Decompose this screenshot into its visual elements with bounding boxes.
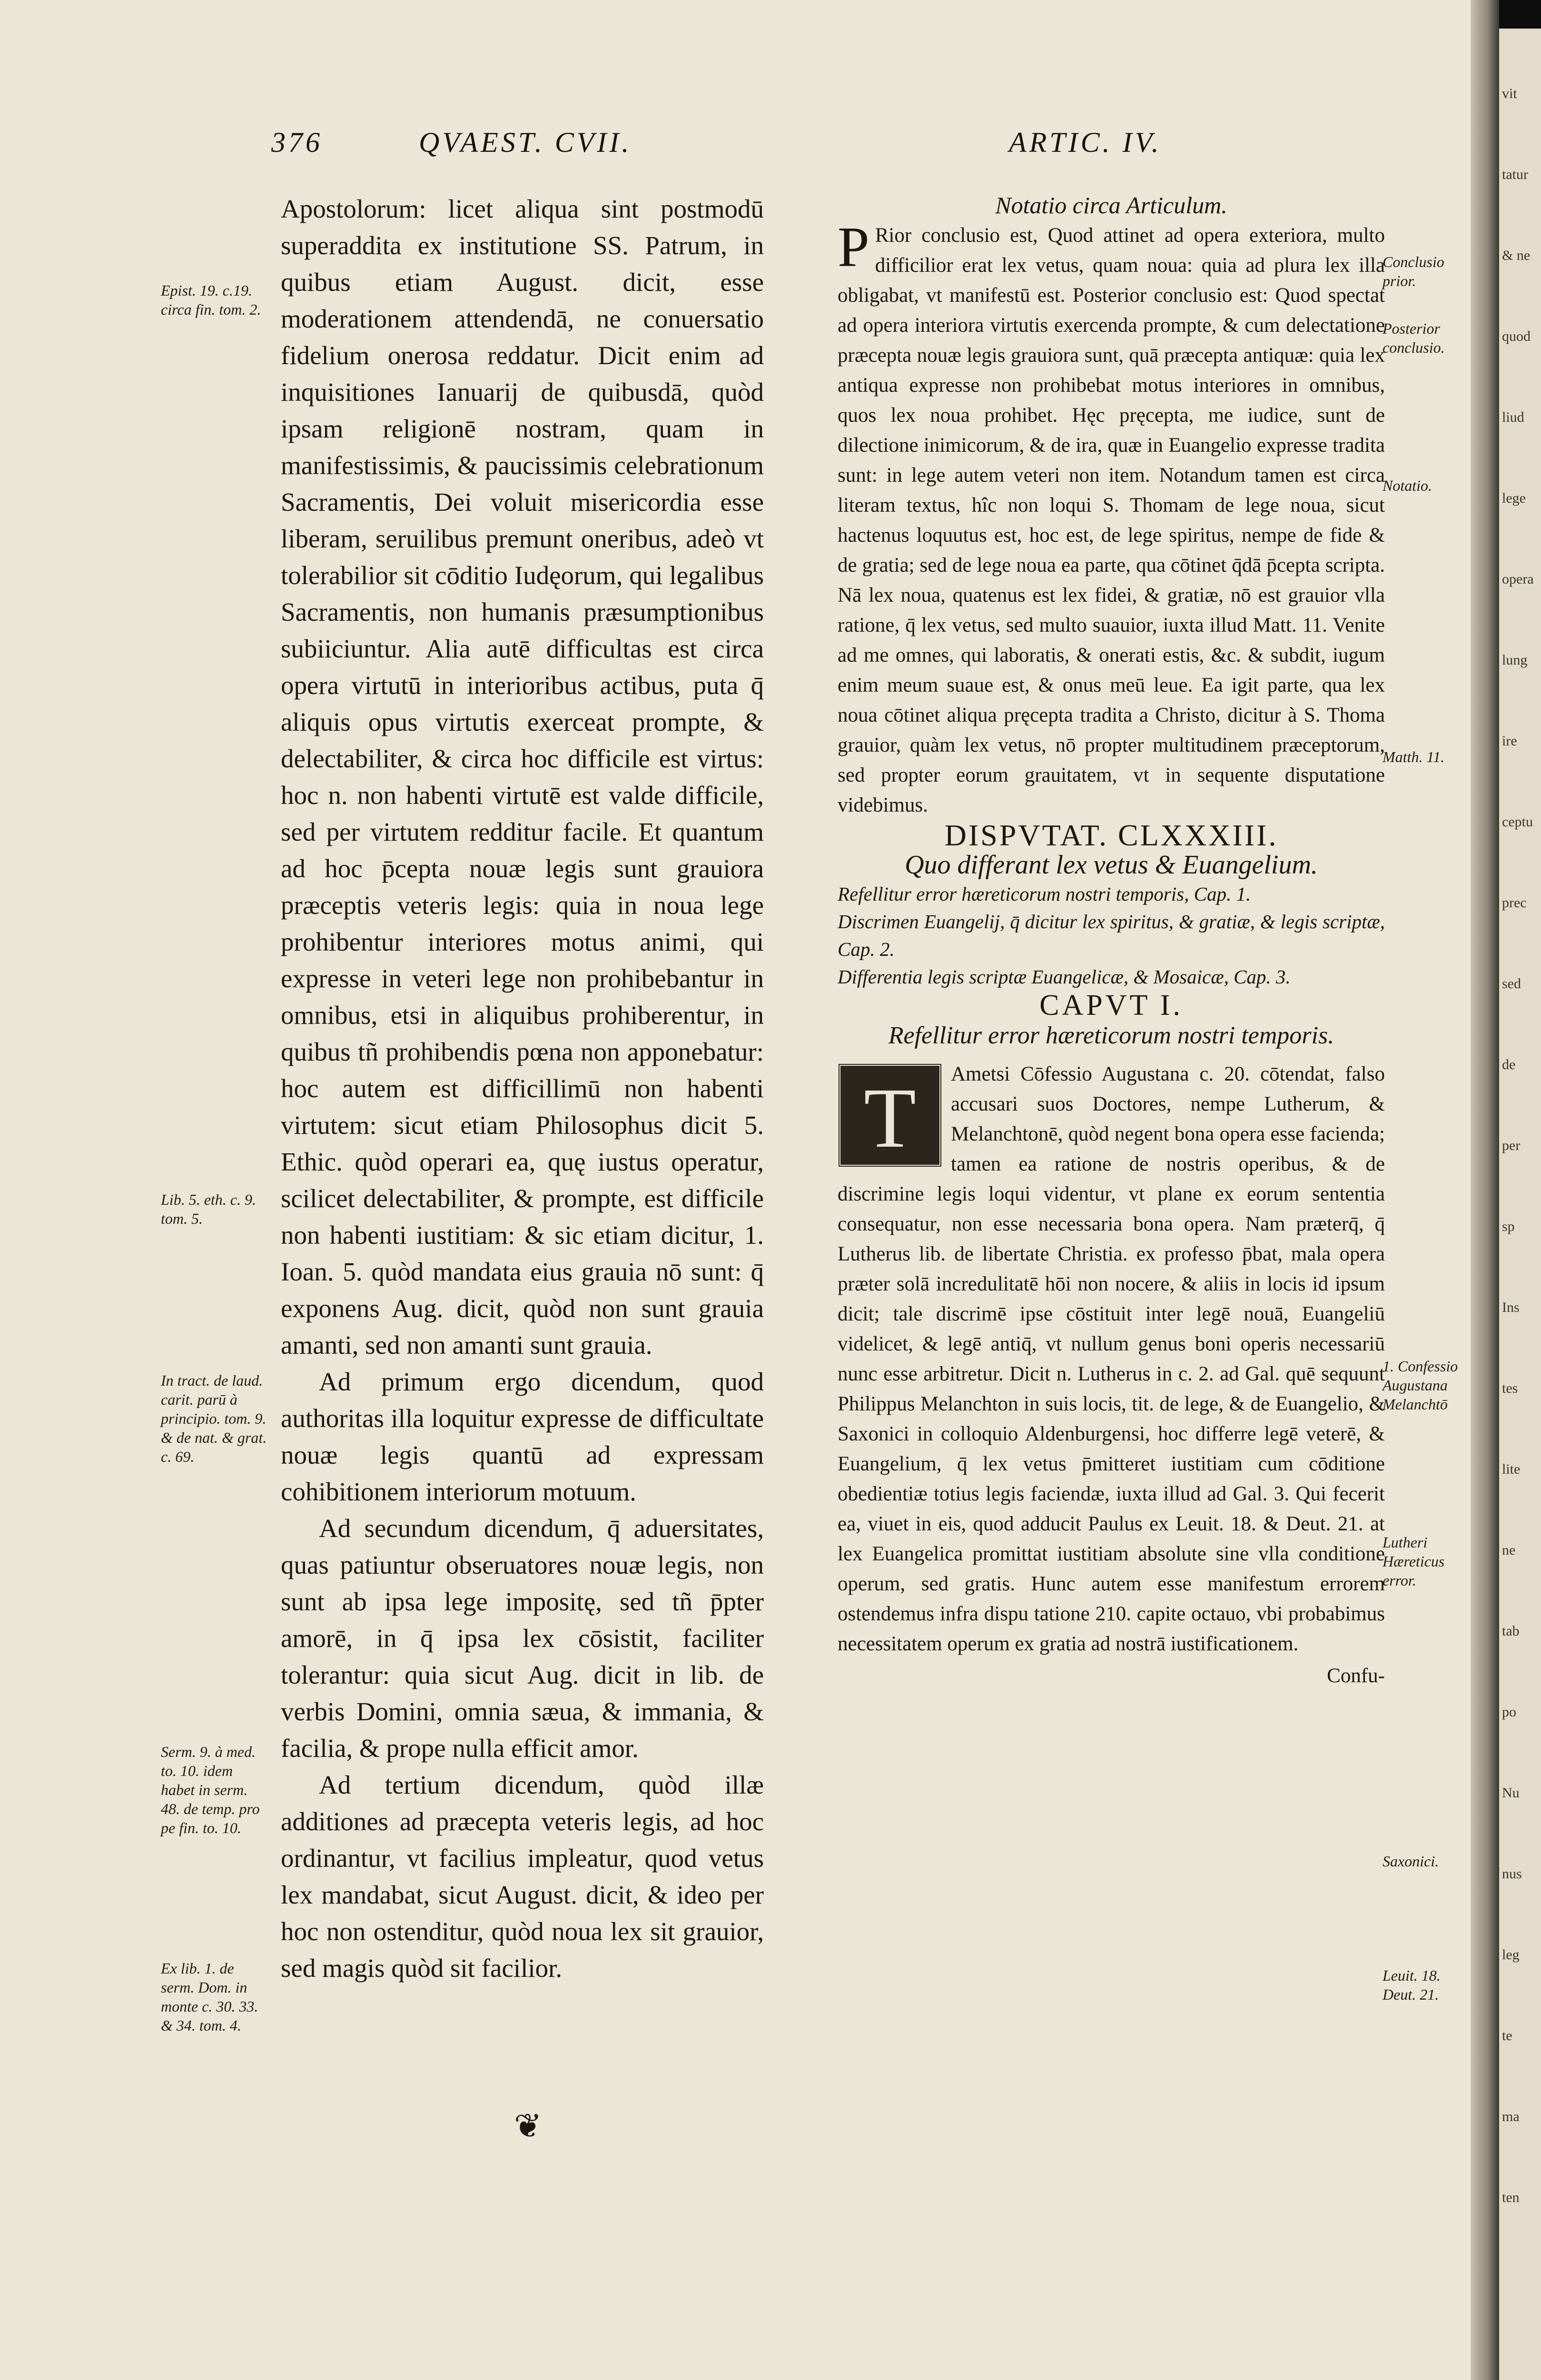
decorated-initial: T — [838, 1063, 942, 1168]
margin-note: Lib. 5. eth. c. 9. tom. 5. — [161, 1191, 256, 1227]
toc-entry: Differentia legis scriptæ Euangelicæ, & Mosaicæ, Cap. 3. — [838, 966, 1291, 988]
toc-entry: Discrimen Euangelij, q̄ dicitur lex spiritus, & gratiæ, & legis scriptæ, Cap. 2. — [838, 911, 1385, 960]
adjacent-page-fragment: te — [1502, 2028, 1512, 2043]
adjacent-page-fragment: lite — [1502, 1461, 1521, 1477]
adjacent-page-fragment: ceptu — [1502, 814, 1533, 830]
caput-title: Refellitur error hæreticorum nostri temporis. — [888, 1022, 1334, 1049]
adjacent-page-fragment: & ne — [1502, 248, 1531, 263]
notatio-title: Notatio circa Articulum. — [995, 192, 1227, 218]
adjacent-page-fragment: quod — [1502, 328, 1531, 344]
adjacent-page-fragment: de — [1502, 1057, 1516, 1072]
adjacent-page-edge — [1499, 29, 1541, 2380]
disputatio-heading: DISPVTAT. CLXXXIII. — [944, 818, 1278, 852]
catchword: Confu- — [1327, 1665, 1385, 1687]
paragraph: Ad primum ergo dicendum, quod authoritas illa loquitur expresse de difficultate nouæ legis quantū ad expressam cohibitionem interiorum motuum. — [281, 1367, 764, 1506]
article-label: ARTIC. IV. — [1009, 127, 1162, 158]
paragraph: Ad tertium dicendum, quòd illæ additiones ad præcepta veteris legis, ad hoc ordinantur, vt facilius impleatur, quod vetus lex mandabat, sicut August. dicit, & ideo per hoc non ostenditur, quòd noua lex sit grauior, sed magis quòd sit facilior. — [281, 1770, 764, 1983]
disputatio-title: Quo differant lex vetus & Euangelium. — [905, 850, 1318, 880]
adjacent-page-fragment: nus — [1502, 1866, 1522, 1882]
margin-note: Ex lib. 1. de serm. Dom. in monte c. 30. 33. & 34. tom. 4. — [161, 1960, 258, 2034]
paragraph: Ad secundum dicendum, q̄ aduersitates, quas patiuntur obseruatores nouæ legis, non sunt ab ipsa lege impositę, sed tñ p̄pter amorē, in q̄ ipsa lex cōsistit, faciliter tolerantur: quia sicut Aug. dicit in lib. de verbis Domini, omnia sæua, & immania, & facilia, & prope nulla efficit amor. — [281, 1514, 764, 1763]
adjacent-page-fragment: ire — [1502, 733, 1517, 749]
fleuron-ornament: ❦ — [514, 2106, 542, 2145]
margin-note: 1. Confessio Augustana Melanchtō — [1383, 1358, 1458, 1413]
running-title: QVAEST. CVII. — [419, 127, 632, 158]
margin-note: Matth. 11. — [1383, 748, 1445, 765]
adjacent-page-fragment: tatur — [1502, 167, 1528, 182]
margin-note: Serm. 9. à med. to. 10. idem habet in serm. 48. de temp. pro pe fin. to. 10. — [161, 1743, 260, 1836]
adjacent-page-fragment: po — [1502, 1704, 1516, 1720]
adjacent-page-fragment: liud — [1502, 409, 1524, 425]
left-text-column — [281, 190, 764, 1986]
margin-note: Epist. 19. c.19. circa fin. tom. 2. — [161, 282, 261, 318]
page-gutter-edge — [1471, 0, 1499, 2380]
caput-heading: CAPVT I. — [1039, 989, 1183, 1021]
notatio-text: Rior conclusio est, Quod attinet ad opera exteriora, multo difficilior erat lex vetus, quam noua: quia ad plura lex illa obligabat, vt manifestū est. Posterior conclusio est: Quod spectat ad opera interiora virtutis exercenda prompte, & cum delectatione præcepta nouæ legis grauiora sunt, quā præcepta antiquæ: quia lex antiqua expresse non prohibebat motus interiores in omnibus, quos lex noua prohibet. Hęc pręcepta, me iudice, sunt de dilectione inimicorum, & de ira, quæ in Euangelio expresse tradita sunt: in lege autem veteri non item. Notandum tamen est circa literam textus, hîc non loqui S. Thomam de lege noua, sicut hactenus loquutus est, hoc est, de lege spiritus, nempe de fide & de gratia; sed de lege noua ea parte, qua cōtinet q̄dā p̄cepta scripta. Nā lex noua, quatenus est lex fidei, & gratiæ, nō est grauior vlla ratione, q̄ lex vetus, sed multo suauior, iuxta illud Matt. 11. Venite ad me omnes, qui laboratis, & onerati estis, &c. & subdit, iugum enim meum suaue est, & onus meū leue. Ea igit parte, qua lex noua cōtinet aliqua pręcepta tradita a Christo, dicitur à S. Thoma grauior, quàm lex vetus, nō propter multitudinem præceptorum, sed propter eorum grauitatem, vt in sequente disputatione videbimus. — [838, 224, 1385, 816]
adjacent-page-fragment: Nu — [1502, 1785, 1520, 1801]
adjacent-page-fragment: sed — [1502, 976, 1521, 992]
adjacent-page-fragment: tes — [1502, 1380, 1518, 1396]
adjacent-page-fragment: sp — [1502, 1219, 1515, 1234]
margin-note: Saxonici. — [1383, 1853, 1439, 1870]
margin-note: Notatio. — [1383, 477, 1432, 494]
caput-text: Ametsi Cōfessio Augustana c. 20. cōtendat, falso accusari suos Doctores, nempe Lutherum, & Melanchtonē, quòd negent bona opera esse facienda; tamen ea ratione de nostris operibus, & de discrimine legis loqui videntur, vt plane ex eorum sententia consequatur, non esse necessaria bona opera. Nam præterq̄, q̄ Lutherus lib. de libertate Christia. ex professo p̄bat, mala opera præter solā incredulitatē hōi non nocere, & aliis in locis id ipsum dicit; tale discrimē ipse cōstituit inter legē nouā, Euangeliū videlicet, & legē antiq̄, vt nullum genus boni operis necessariū nunc esse arbitretur. Dicit n. Lutherus in c. 2. ad Gal. quē sequunt Philippus Melanchton in suis locis, tit. de lege, & de Euangelio, & Saxonici in colloquio Aldenburgensi, hoc differre legē veterē, & Euangelium, q̄ lex vetus p̄mitteret iustitiam cum cōditione obedientiæ totius legis faciendæ, iuxta illud ad Gal. 3. Qui fecerit ea, viuet in eis, quod adducit Paulus ex Leuit. 18. & Deut. 21. at lex Euangelica promittat iustitiam absolute sine vlla conditione operum, sed gratis. Hunc autem esse manifestum errorem ostendemus infra dispu tatione 210. capite octauo, vbi probabimus necessitatem operum ex gratia ad nostrā iustificationem. — [838, 1063, 1385, 1655]
adjacent-page-fragment: ten — [1502, 2190, 1520, 2205]
adjacent-page-fragment: tab — [1502, 1623, 1520, 1639]
adjacent-page-fragment: opera — [1502, 571, 1534, 587]
margin-note: Leuit. 18. Deut. 21. — [1383, 1967, 1441, 2003]
adjacent-page-fragment: vit — [1502, 86, 1517, 101]
adjacent-page-fragment: lung — [1502, 652, 1528, 668]
paragraph: Apostolorum: licet aliqua sint postmodū superaddita ex institutione SS. Patrum, in quibus etiam August. dicit, esse moderationem attendendā, ne conuersatio fidelium onerosa reddatur. Dicit enim ad inquisitiones Ianuarij de quibusdā, quòd ipsam religionē nostram, quam in manifestissimis, & paucissimis celebrationum Sacramentis, Dei voluit misericordia esse liberam, seruilibus premunt oneribus, adeò vt tolerabilior sit cōditio Iudęorum, qui legalibus Sacramentis, non humanis præsumptionibus subiiciuntur. Alia autē difficultas est circa opera virtutū in interioribus actibus, puta q̄ aliquis opus virtutis exerceat prompte, & delectabiliter, & circa hoc difficile est virtus: hoc n. non habenti virtutē est valde difficile, sed per virtutem redditur facile. Et quantum ad hoc p̄cepta nouæ legis sunt grauiora præceptis veteris legis: quia in noua lege prohibentur interiores motus animi, qui expresse in veteri lege non prohibebantur in omnibus, etsi in aliquibus prohiberentur, in quibus tñ prohibendis pœna non apponebatur: hoc autem est difficillimū non habenti virtutem: sicut etiam Philosophus dicit 5. Ethic. quòd operari ea, quę iustus operatur, scilicet delectabiliter, & prompte, est difficile non habenti iustitiam: & sic etiam dicitur, 1. Ioan. 5. quòd mandata eius grauia nō sunt: q̄ exponens Aug. dicit, quòd non sunt grauia amanti, sed non amanti sunt grauia. — [281, 194, 764, 1359]
toc-entry: Refellitur error hæreticorum nostri temporis, Cap. 1. — [838, 883, 1251, 905]
margin-note: In tract. de laud. carit. parū à principio. tom. 9. & de nat. & grat. c. 69. — [161, 1372, 267, 1465]
adjacent-page-fragment: ma — [1502, 2109, 1520, 2124]
adjacent-page-fragment: Ins — [1502, 1299, 1520, 1315]
notatio-initial: P — [838, 215, 869, 278]
adjacent-page-fragment: lege — [1502, 490, 1526, 506]
adjacent-page-fragment: leg — [1502, 1947, 1520, 1963]
right-text-column — [838, 190, 1385, 1691]
margin-note: Conclusio prior. — [1383, 253, 1444, 289]
adjacent-page-fragment: per — [1502, 1138, 1521, 1153]
margin-note: Posterior conclusio. — [1383, 320, 1445, 356]
page-number: 376 — [271, 127, 323, 158]
adjacent-page-fragment: ne — [1502, 1542, 1516, 1558]
margin-note: Lutheri Hæreticus error. — [1383, 1534, 1445, 1589]
adjacent-page-fragment: prec — [1502, 895, 1527, 911]
